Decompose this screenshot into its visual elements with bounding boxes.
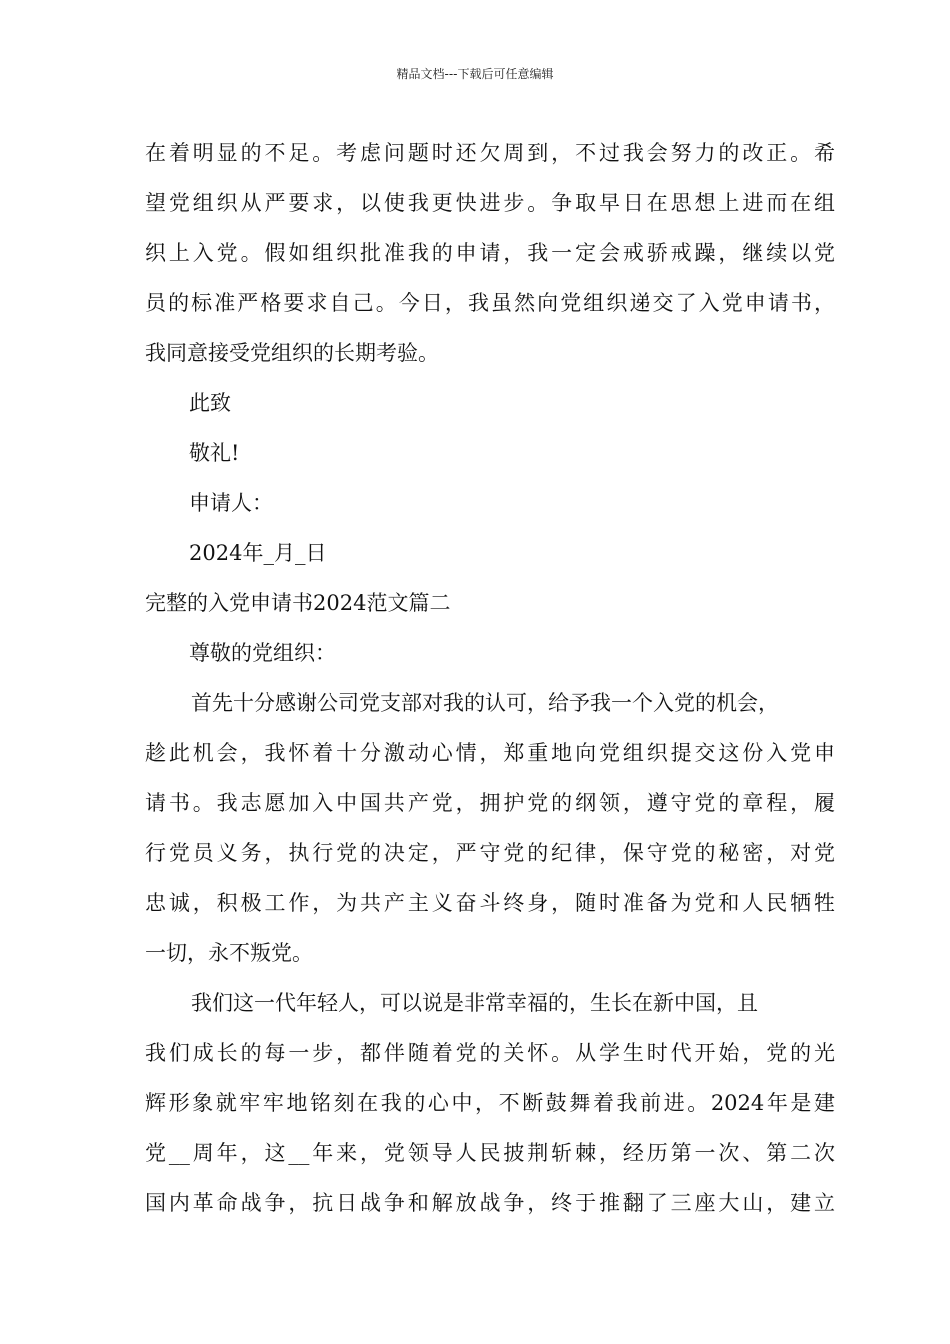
text-line: 我们成长的每一步，都伴随着党的关怀。从学生时代开始，党的光	[145, 1041, 835, 1065]
text-line: 首先十分感谢公司党支部对我的认可，给予我一个入党的机会，	[191, 691, 779, 715]
text-line: 辉形象就牢牢地铭刻在我的心中，不断鼓舞着我前进。2024年是建	[145, 1091, 835, 1115]
text-line: 望党组织从严要求，以使我更快进步。争取早日在思想上进而在组	[145, 191, 835, 215]
text-line: 织上入党。假如组织批准我的申请，我一定会戒骄戒躁，继续以党	[145, 241, 835, 265]
text-line: 党__周年，这__年来，党领导人民披荆斩棘，经历第一次、第二次	[145, 1141, 835, 1165]
text-line: 国内革命战争，抗日战争和解放战争，终于推翻了三座大山，建立	[145, 1191, 835, 1215]
text-line: 员的标准严格要求自己。今日，我虽然向党组织递交了入党申请书，	[145, 291, 835, 315]
text-line: 行党员义务，执行党的决定，严守党的纪律，保守党的秘密，对党	[145, 841, 835, 865]
closing-regards: 敬礼!	[189, 441, 240, 465]
page-header: 精品文档---下载后可任意编辑	[396, 67, 554, 81]
text-line: 趁此机会，我怀着十分激动心情，郑重地向党组织提交这份入党申	[145, 741, 835, 765]
greeting: 尊敬的党组织：	[189, 641, 336, 665]
text-line: 在着明显的不足。考虑问题时还欠周到，不过我会努力的改正。希	[145, 141, 835, 165]
text-line: 忠诚，积极工作，为共产主义奋斗终身，随时准备为党和人民牺牲	[145, 891, 835, 915]
date-line: 2024年_月_日	[189, 541, 327, 565]
text-line: 我同意接受党组织的长期考验。	[145, 341, 439, 365]
closing-salutation: 此致	[189, 391, 231, 415]
text-line: 一切，永不叛党。	[145, 941, 313, 965]
document-body	[145, 128, 835, 1228]
text-line: 我们这一代年轻人，可以说是非常幸福的，生长在新中国，且	[191, 991, 758, 1015]
section-title: 完整的入党申请书2024范文篇二	[145, 591, 451, 615]
text-line: 请书。我志愿加入中国共产党，拥护党的纲领，遵守党的章程，履	[145, 791, 835, 815]
applicant-label: 申请人：	[189, 491, 273, 515]
